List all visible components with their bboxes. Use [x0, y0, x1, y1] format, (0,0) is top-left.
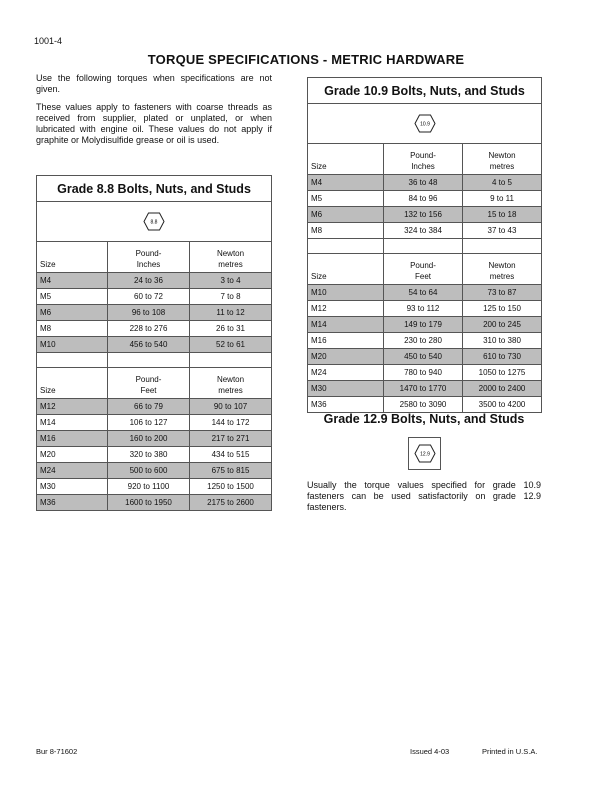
column-header-size: Size	[308, 144, 384, 175]
table-row	[308, 175, 542, 191]
pound-value-cell: 500 to 600	[108, 463, 190, 479]
pound-value-cell: 24 to 36	[108, 273, 190, 289]
hex-bolt-head-icon	[143, 212, 165, 231]
newton-metres-cell: 52 to 61	[190, 337, 272, 353]
newton-metres-cell: 90 to 107	[190, 399, 272, 415]
pound-value-cell: 1600 to 1950	[108, 495, 190, 511]
grade-12-9-icon-box	[408, 437, 441, 470]
newton-metres-cell: 2000 to 2400	[463, 381, 542, 397]
pound-value-cell: 324 to 384	[384, 223, 463, 239]
footer-bur-number: Bur 8-71602	[36, 747, 78, 756]
table-row	[37, 415, 272, 431]
size-cell: M12	[308, 301, 384, 317]
pound-value-cell: 84 to 96	[384, 191, 463, 207]
newton-metres-cell: 675 to 815	[190, 463, 272, 479]
pound-value-cell: 228 to 276	[108, 321, 190, 337]
column-header-size: Size	[37, 242, 108, 273]
footer-printed: Printed in U.S.A.	[482, 747, 538, 756]
table-row	[37, 479, 272, 495]
size-cell: M24	[37, 463, 108, 479]
table-row	[37, 273, 272, 289]
size-cell: M24	[308, 365, 384, 381]
newton-metres-cell: 217 to 271	[190, 431, 272, 447]
page-title: TORQUE SPECIFICATIONS - METRIC HARDWARE	[147, 52, 465, 67]
grade-12-9-title: Grade 12.9 Bolts, Nuts, and Studs	[323, 412, 525, 426]
pound-value-cell: 160 to 200	[108, 431, 190, 447]
size-cell: M12	[37, 399, 108, 415]
spacer-row	[37, 353, 272, 368]
size-cell: M4	[308, 175, 384, 191]
table-row	[308, 301, 542, 317]
pound-value-cell: 456 to 540	[108, 337, 190, 353]
grade-10-9-icon-label: 10.9	[419, 121, 430, 128]
newton-metres-cell: 11 to 12	[190, 305, 272, 321]
newton-metres-cell: 15 to 18	[463, 207, 542, 223]
size-cell: M30	[308, 381, 384, 397]
pound-value-cell: 920 to 1100	[108, 479, 190, 495]
pound-value-cell: 106 to 127	[108, 415, 190, 431]
table-row	[308, 381, 542, 397]
table-row	[308, 397, 542, 413]
table-row	[308, 365, 542, 381]
newton-metres-cell: 2175 to 2600	[190, 495, 272, 511]
grade-8-8-title: Grade 8.8 Bolts, Nuts, and Studs	[37, 176, 272, 202]
column-header-newton-metres: Newton metres	[463, 254, 542, 285]
pound-value-cell: 320 to 380	[108, 447, 190, 463]
size-cell: M5	[37, 289, 108, 305]
table-row	[308, 223, 542, 239]
newton-metres-cell: 4 to 5	[463, 175, 542, 191]
newton-metres-cell: 73 to 87	[463, 285, 542, 301]
pound-value-cell: 66 to 79	[108, 399, 190, 415]
pound-value-cell: 54 to 64	[384, 285, 463, 301]
pound-value-cell: 96 to 108	[108, 305, 190, 321]
pound-value-cell: 2580 to 3090	[384, 397, 463, 413]
column-header-pound-feet: Pound- Feet	[108, 368, 190, 399]
grade-10-9-table	[307, 77, 542, 413]
newton-metres-cell: 37 to 43	[463, 223, 542, 239]
pound-value-cell: 230 to 280	[384, 333, 463, 349]
table-row	[308, 207, 542, 223]
grade-10-9-inch-header-row	[308, 144, 542, 175]
grade-8-8-table	[36, 175, 272, 511]
pound-value-cell: 450 to 540	[384, 349, 463, 365]
pound-value-cell: 149 to 179	[384, 317, 463, 333]
table-row	[37, 337, 272, 353]
table-row	[308, 349, 542, 365]
table-row	[37, 463, 272, 479]
pound-value-cell: 132 to 156	[384, 207, 463, 223]
grade-8-8-icon-label: 8.8	[150, 219, 158, 226]
newton-metres-cell: 3 to 4	[190, 273, 272, 289]
grade-8-8-icon-cell	[37, 202, 272, 242]
size-cell: M6	[37, 305, 108, 321]
hex-bolt-head-icon	[414, 114, 436, 133]
table-row	[37, 399, 272, 415]
newton-metres-cell: 200 to 245	[463, 317, 542, 333]
size-cell: M14	[308, 317, 384, 333]
table-row	[37, 289, 272, 305]
grade-8-8-feet-header-row	[37, 368, 272, 399]
newton-metres-cell: 310 to 380	[463, 333, 542, 349]
spacer-row	[308, 239, 542, 254]
grade-10-9-title: Grade 10.9 Bolts, Nuts, and Studs	[308, 78, 542, 104]
column-header-newton-metres: Newton metres	[190, 242, 272, 273]
table-row	[308, 317, 542, 333]
hex-bolt-head-icon	[414, 444, 436, 463]
table-row	[37, 321, 272, 337]
size-cell: M20	[37, 447, 108, 463]
grade-8-8-inch-header-row	[37, 242, 272, 273]
column-header-newton-metres: Newton metres	[463, 144, 542, 175]
grade-10-9-icon-cell	[308, 104, 542, 144]
column-header-newton-metres: Newton metres	[190, 368, 272, 399]
table-row	[308, 333, 542, 349]
pound-value-cell: 780 to 940	[384, 365, 463, 381]
pound-value-cell: 93 to 112	[384, 301, 463, 317]
table-row	[37, 495, 272, 511]
column-header-pound-feet: Pound- Feet	[384, 254, 463, 285]
size-cell: M6	[308, 207, 384, 223]
size-cell: M4	[37, 273, 108, 289]
table-row	[308, 191, 542, 207]
size-cell: M20	[308, 349, 384, 365]
size-cell: M10	[308, 285, 384, 301]
size-cell: M30	[37, 479, 108, 495]
newton-metres-cell: 1250 to 1500	[190, 479, 272, 495]
column-header-pound-inches: Pound- Inches	[108, 242, 190, 273]
size-cell: M8	[37, 321, 108, 337]
column-header-pound-inches: Pound- Inches	[384, 144, 463, 175]
size-cell: M16	[37, 431, 108, 447]
page-number: 1001-4	[34, 36, 63, 46]
column-header-size: Size	[308, 254, 384, 285]
size-cell: M8	[308, 223, 384, 239]
newton-metres-cell: 1050 to 1275	[463, 365, 542, 381]
grade-12-9-note: Usually the torque values specified for grade 10.9 fasteners can be used satisfactorily on grade 12.9 fasteners.	[307, 480, 541, 512]
column-header-size: Size	[37, 368, 108, 399]
size-cell: M10	[37, 337, 108, 353]
table-row	[37, 305, 272, 321]
size-cell: M16	[308, 333, 384, 349]
grade-12-9-icon-label: 12.9	[419, 451, 430, 458]
size-cell: M14	[37, 415, 108, 431]
newton-metres-cell: 9 to 11	[463, 191, 542, 207]
size-cell: M36	[308, 397, 384, 413]
table-row	[308, 285, 542, 301]
size-cell: M5	[308, 191, 384, 207]
newton-metres-cell: 125 to 150	[463, 301, 542, 317]
newton-metres-cell: 3500 to 4200	[463, 397, 542, 413]
newton-metres-cell: 7 to 8	[190, 289, 272, 305]
intro-paragraph-2: These values apply to fasteners with coarse threads as received from supplier, plated or unplated, or when lubricated with engine oil. These values do not apply if graphite or Molydisulfide grease or oil is used.	[36, 102, 272, 145]
newton-metres-cell: 26 to 31	[190, 321, 272, 337]
pound-value-cell: 36 to 48	[384, 175, 463, 191]
newton-metres-cell: 610 to 730	[463, 349, 542, 365]
intro-paragraph-1: Use the following torques when specifications are not given.	[36, 73, 272, 94]
size-cell: M36	[37, 495, 108, 511]
table-row	[37, 431, 272, 447]
newton-metres-cell: 434 to 515	[190, 447, 272, 463]
pound-value-cell: 1470 to 1770	[384, 381, 463, 397]
footer-issued: Issued 4-03	[410, 747, 450, 756]
table-row	[37, 447, 272, 463]
pound-value-cell: 60 to 72	[108, 289, 190, 305]
grade-10-9-feet-header-row	[308, 254, 542, 285]
newton-metres-cell: 144 to 172	[190, 415, 272, 431]
